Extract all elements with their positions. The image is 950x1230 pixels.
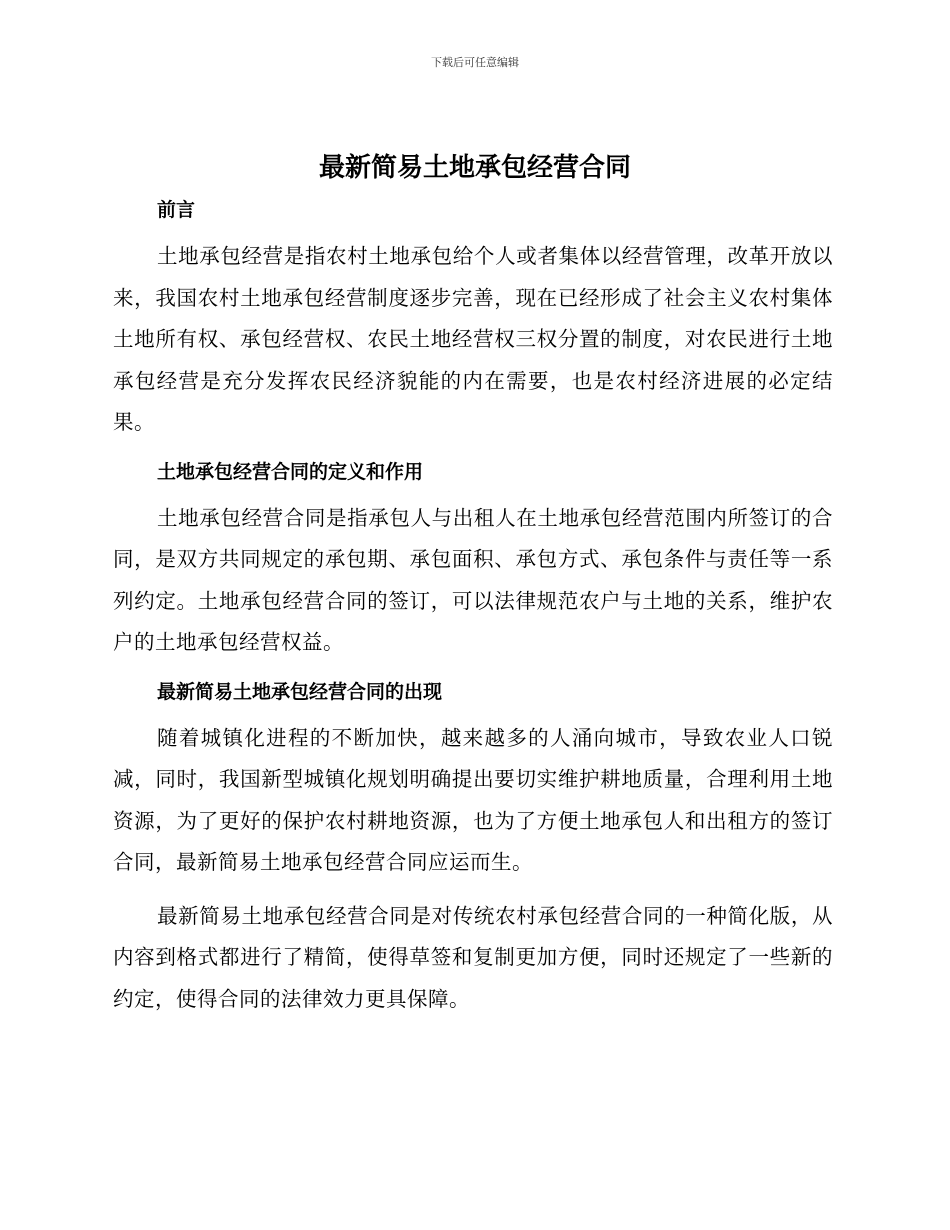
document-title: 最新简易土地承包经营合同 <box>318 153 631 183</box>
document-body <box>113 195 833 1020</box>
emergence-paragraph-1: 随着城镇化进程的不断加快，越来越多的人涌向城市，导致农业人口锐减，同时，我国新型城镇化规划明确提出要切实维护耕地质量，合理利用土地资源，为了更好的保护农村耕地资源，也为了方便土地承包人和出租方的签订合同，最新简易土地承包经营合同应运而生。 <box>113 725 833 874</box>
section-heading-preface: 前言 <box>157 199 196 221</box>
definition-paragraph: 土地承包经营合同是指承包人与出租人在土地承包经营范围内所签订的合同，是双方共同规定的承包期、承包面积、承包方式、承包条件与责任等一系列约定。土地承包经营合同的签订，可以法律规范农户与土地的关系，维护农户的土地承包经营权益。 <box>113 505 833 654</box>
preface-paragraph: 土地承包经营是指农村土地承包给个人或者集体以经营管理，改革开放以来，我国农村土地承包经营制度逐步完善，现在已经形成了社会主义农村集体土地所有权、承包经营权、农民土地经营权三权分置的制度，对农民进行土地承包经营是充分发挥农民经济貌能的内在需要，也是农村经济进展的必定结果。 <box>113 244 833 434</box>
emergence-paragraph-2: 最新简易土地承包经营合同是对传统农村承包经营合同的一种简化版，从内容到格式都进行了精简，使得草签和复制更加方便，同时还规定了一些新的约定，使得合同的法律效力更具保障。 <box>113 903 833 1011</box>
section-heading-definition: 土地承包经营合同的定义和作用 <box>157 460 424 483</box>
section-heading-emergence: 最新简易土地承包经营合同的出现 <box>157 680 443 703</box>
page-header-note: 下载后可任意编辑 <box>431 56 519 69</box>
